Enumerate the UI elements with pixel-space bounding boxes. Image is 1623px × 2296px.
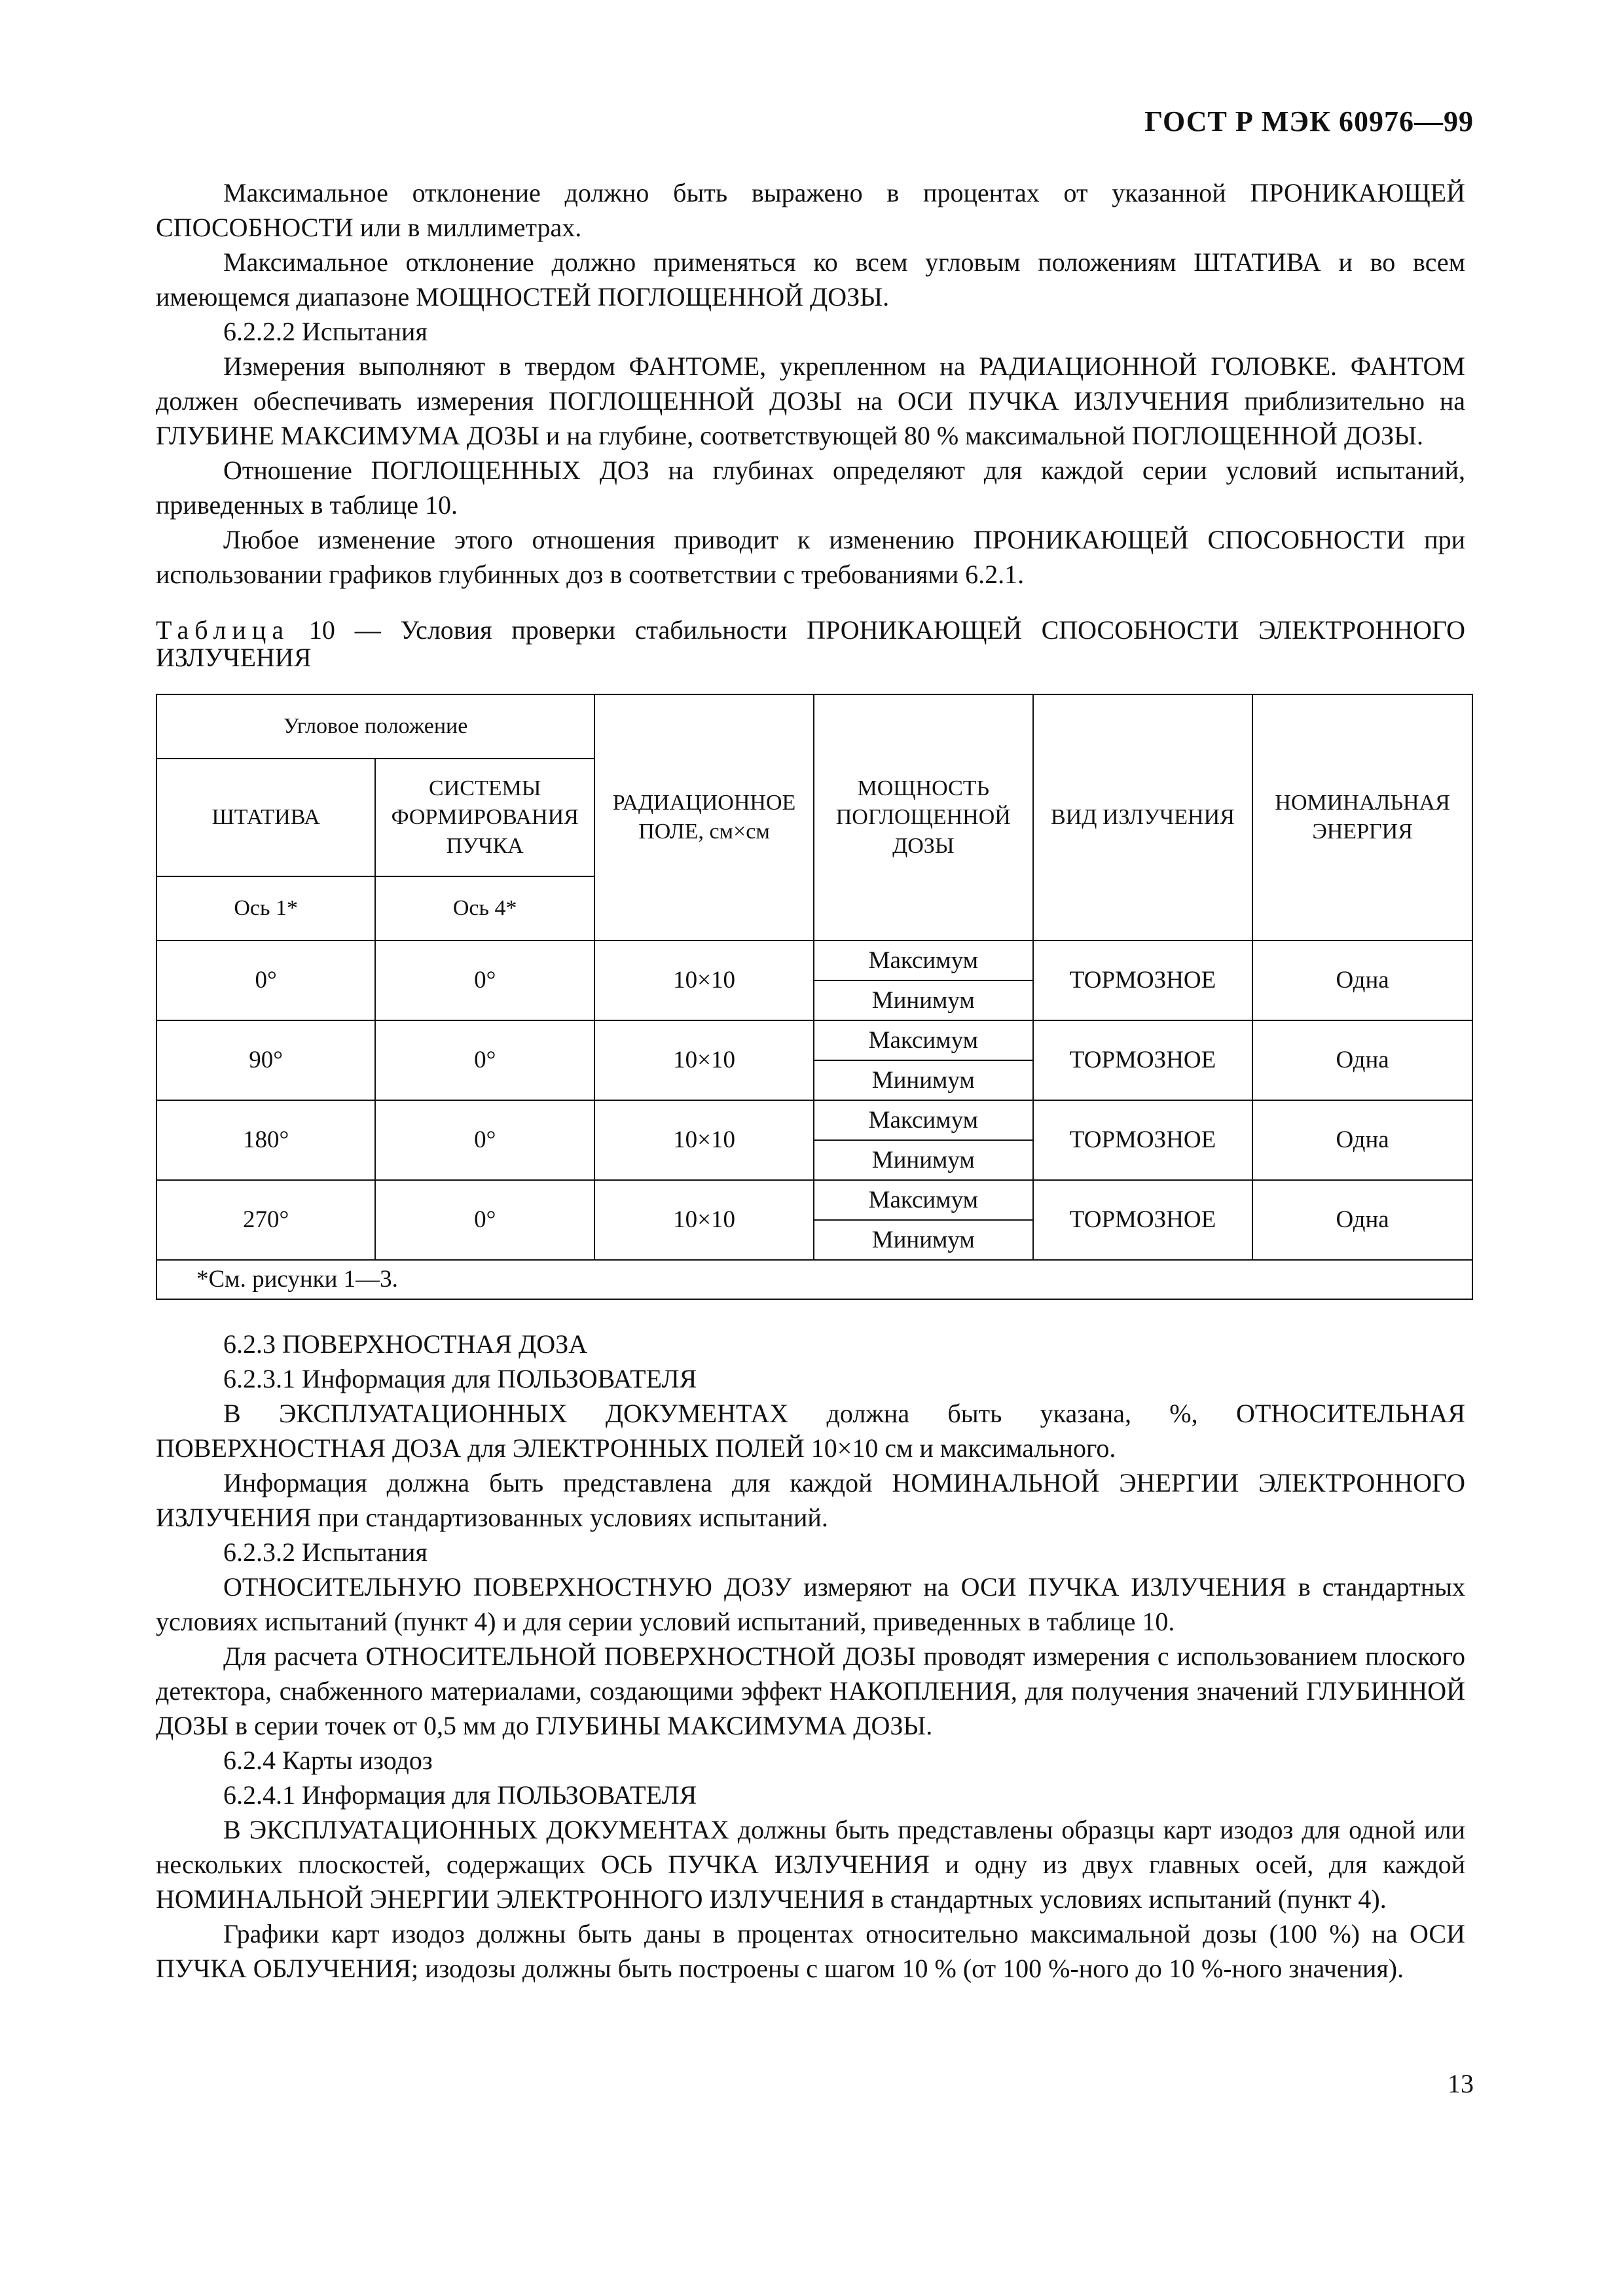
cell-min: Минимум	[814, 1060, 1033, 1100]
cell-max: Максимум	[814, 1180, 1033, 1220]
paragraph: В ЭКСПЛУАТАЦИОННЫХ ДОКУМЕНТАХ должна быть указана, %, ОТНОСИТЕЛЬНАЯ ПОВЕРХНОСТНАЯ ДОЗА для ЭЛЕКТРОННЫХ ПОЛЕЙ 10×10 см и максимального.	[156, 1399, 1465, 1463]
header-axis-1: Ось 1*	[156, 876, 375, 941]
cell-field: 10×10	[594, 1020, 814, 1100]
paragraph: Любое изменение этого отношения приводит к изменению ПРОНИКАЮЩЕЙ СПОСОБНОСТИ при использовании графиков глубинных доз в соответствии с требованиями 6.2.1.	[156, 525, 1465, 589]
header-beam-system: СИСТЕМЫ ФОРМИРОВАНИЯ ПУЧКА	[375, 759, 594, 876]
cell-stand: 180°	[156, 1100, 375, 1180]
cell-system: 0°	[375, 1180, 594, 1260]
document-header: ГОСТ Р МЭК 60976—99	[1144, 105, 1474, 137]
cell-type: ТОРМОЗНОЕ	[1033, 1020, 1253, 1100]
header-nominal-energy: НОМИНАЛЬНАЯ ЭНЕРГИЯ	[1252, 694, 1472, 941]
section-heading: 6.2.2.2 Испытания	[223, 317, 428, 346]
cell-min: Минимум	[814, 1220, 1033, 1260]
cell-system: 0°	[375, 1100, 594, 1180]
header-field: РАДИАЦИОННОЕ ПОЛЕ, см×см	[594, 694, 814, 941]
paragraph: Информация должна быть представлена для каждой НОМИНАЛЬНОЙ ЭНЕРГИИ ЭЛЕКТРОННОГО ИЗЛУЧЕНИЯ при стандартизованных условиях испытаний.	[156, 1468, 1465, 1532]
header-angular-position: Угловое положение	[156, 694, 594, 759]
cell-energy: Одна	[1252, 1180, 1472, 1260]
table-footnote: *См. рисунки 1—3.	[156, 1260, 1472, 1299]
table-10	[156, 694, 1473, 1300]
section-heading: 6.2.4.1 Информация для ПОЛЬЗОВАТЕЛЯ	[223, 1780, 697, 1810]
top-text-block	[156, 175, 1465, 592]
paragraph: ОТНОСИТЕЛЬНУЮ ПОВЕРХНОСТНУЮ ДОЗУ измеряют на ОСИ ПУЧКА ИЗЛУЧЕНИЯ в стандартных условиях испытаний (пункт 4) и для серии условий испытаний, приведенных в таблице 10.	[156, 1572, 1465, 1636]
header-axis-4: Ось 4*	[375, 876, 594, 941]
cell-field: 10×10	[594, 1100, 814, 1180]
cell-system: 0°	[375, 941, 594, 1020]
cell-type: ТОРМОЗНОЕ	[1033, 941, 1253, 1020]
section-heading: 6.2.4 Карты изодоз	[223, 1746, 433, 1775]
table-caption	[156, 617, 1465, 672]
header-stand: ШТАТИВА	[156, 759, 375, 876]
cell-min: Минимум	[814, 1140, 1033, 1180]
cell-max: Максимум	[814, 941, 1033, 980]
paragraph: В ЭКСПЛУАТАЦИОННЫХ ДОКУМЕНТАХ должны быть представлены образцы карт изодоз для одной или нескольких плоскостей, содержащих ОСЬ ПУЧКА ИЗЛУЧЕНИЯ и одну из двух главных осей, для каждой НОМИНАЛЬНОЙ ЭНЕРГИИ ЭЛЕКТРОННОГО ИЗЛУЧЕНИЯ в стандартных условиях испытаний (пункт 4).	[156, 1815, 1465, 1914]
cell-max: Максимум	[814, 1100, 1033, 1140]
cell-energy: Одна	[1252, 1100, 1472, 1180]
section-heading: 6.2.3.1 Информация для ПОЛЬЗОВАТЕЛЯ	[223, 1364, 697, 1393]
paragraph: Отношение ПОГЛОЩЕННЫХ ДОЗ на глубинах определяют для каждой серии условий испытаний, приведенных в таблице 10.	[156, 456, 1465, 520]
cell-min: Минимум	[814, 980, 1033, 1020]
cell-stand: 270°	[156, 1180, 375, 1260]
table-caption-text: 10 — Условия проверки стабильности ПРОНИКАЮЩЕЙ СПОСОБНОСТИ ЭЛЕКТРОННОГО ИЗЛУЧЕНИЯ	[156, 615, 1465, 672]
cell-max: Максимум	[814, 1020, 1033, 1060]
paragraph: Максимальное отклонение должно быть выражено в процентах от указанной ПРОНИКАЮЩЕЙ СПОСОБНОСТИ или в миллиметрах.	[156, 178, 1465, 242]
paragraph: Измерения выполняют в твердом ФАНТОМЕ, укрепленном на РАДИАЦИОННОЙ ГОЛОВКЕ. ФАНТОМ должен обеспечивать измерения ПОГЛОЩЕННОЙ ДОЗЫ на ОСИ ПУЧКА ИЗЛУЧЕНИЯ приблизительно на ГЛУБИНЕ МАКСИМУМА ДОЗЫ и на глубине, соответствующей 80 % максимальной ПОГЛОЩЕННОЙ ДОЗЫ.	[156, 351, 1465, 450]
section-heading: 6.2.3.2 Испытания	[223, 1537, 428, 1567]
cell-energy: Одна	[1252, 1020, 1472, 1100]
cell-field: 10×10	[594, 941, 814, 1020]
section-heading: 6.2.3 ПОВЕРХНОСТНАЯ ДОЗА	[223, 1329, 588, 1359]
paragraph: Графики карт изодоз должны быть даны в процентах относительно максимальной дозы (100 %) на ОСИ ПУЧКА ОБЛУЧЕНИЯ; изодозы должны быть построены с шагом 10 % (от 100 %-ного до 10 %-ного значения).	[156, 1919, 1465, 1983]
paragraph: Максимальное отклонение должно применяться ко всем угловым положениям ШТАТИВА и во всем имеющемся диапазоне МОЩНОСТЕЙ ПОГЛОЩЕННОЙ ДОЗЫ.	[156, 247, 1465, 312]
cell-system: 0°	[375, 1020, 594, 1100]
page-number: 13	[1448, 2069, 1474, 2098]
cell-field: 10×10	[594, 1180, 814, 1260]
cell-stand: 0°	[156, 941, 375, 1020]
header-dose-rate: МОЩНОСТЬ ПОГЛОЩЕННОЙ ДОЗЫ	[814, 694, 1033, 941]
cell-stand: 90°	[156, 1020, 375, 1100]
header-radiation-type: ВИД ИЗЛУЧЕНИЯ	[1033, 694, 1253, 941]
cell-type: ТОРМОЗНОЕ	[1033, 1100, 1253, 1180]
cell-type: ТОРМОЗНОЕ	[1033, 1180, 1253, 1260]
table-caption-label: Таблица	[156, 615, 290, 645]
bottom-text-block	[156, 1327, 1465, 1986]
cell-energy: Одна	[1252, 941, 1472, 1020]
paragraph: Для расчета ОТНОСИТЕЛЬНОЙ ПОВЕРХНОСТНОЙ ДОЗЫ проводят измерения с использованием плоского детектора, снабженного материалами, создающими эффект НАКОПЛЕНИЯ, для получения значений ГЛУБИННОЙ ДОЗЫ в серии точек от 0,5 мм до ГЛУБИНЫ МАКСИМУМА ДОЗЫ.	[156, 1641, 1465, 1740]
